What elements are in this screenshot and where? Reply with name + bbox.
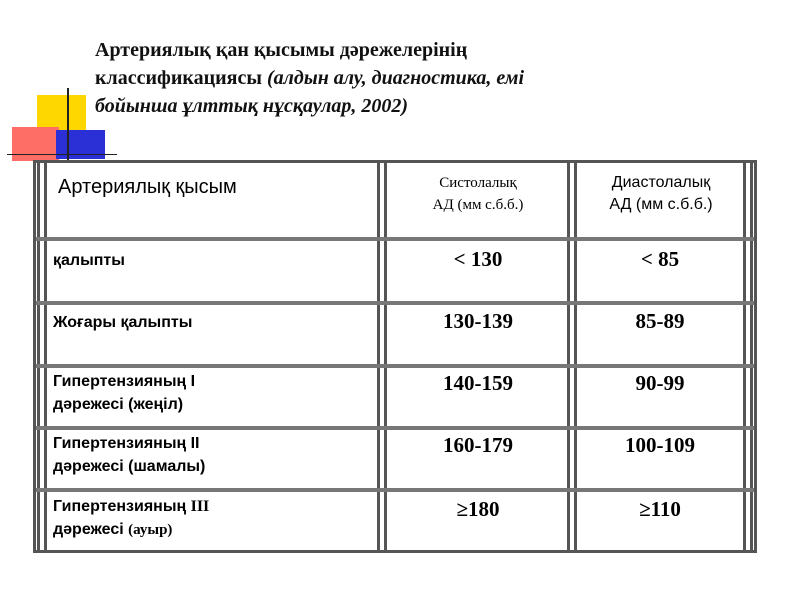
row-grade-3-diastolic: ≥110 [639,497,681,521]
row-grade-2-systolic: 160-179 [443,433,513,457]
table-row-divider [36,364,754,368]
row-label-grade-3-line2-b: (ауыр) [128,522,173,538]
row-label-grade-3-line1-a: Гипертензияның [53,498,191,515]
row-label-grade-3-line2-a: дәрежесі [53,521,129,538]
row-label-grade-1-line1: Гипертензияның І [53,373,196,390]
row-grade-2-diastolic: 100-109 [625,433,695,457]
row-normal-diastolic: < 85 [640,247,680,271]
header-pressure: Артериялық қысым [58,176,237,198]
header-systolic-line2: АД (мм с.б.б.) [432,197,524,213]
header-systolic [388,172,568,216]
row-high-normal-diastolic: 85-89 [635,309,685,333]
row-label-grade-3 [53,495,209,542]
title-line-1: Артериялық қан қысымы дәрежелерінің [95,39,468,61]
row-label-grade-3-line1 [53,495,209,518]
row-label-grade-3-line2 [53,518,209,542]
title-line-2-italic: (алдын алу, диагностика, емі [261,67,525,89]
classification-table [33,160,757,553]
row-label-normal: қалыпты [53,252,125,269]
row-grade-3-systolic: ≥180 [456,497,500,521]
row-label-high-normal: Жоғары қалыпты [53,314,193,331]
decor-red-square [12,127,59,161]
row-normal-systolic: < 130 [453,247,503,271]
header-diastolic [576,172,746,216]
slide-title [95,36,715,120]
header-diastolic-line1: Диастолалық [611,174,711,191]
row-grade-1-diastolic: 90-99 [635,371,685,395]
title-line-2 [95,64,715,92]
title-line-2-bold: классификациясы [95,67,262,89]
row-high-normal-systolic: 130-139 [443,309,513,333]
row-label-grade-1-line2: дәрежесі (жеңіл) [53,396,184,413]
table-row-divider [36,237,754,241]
title-line-3: бойынша ұлттық нұсқаулар, 2002) [95,95,408,117]
row-label-grade-2-line2: дәрежесі (шамалы) [53,458,206,475]
row-grade-1-systolic: 140-159 [443,371,513,395]
header-systolic-line1: Систолалық [439,175,517,191]
row-label-grade-2 [53,432,205,478]
decor-horizontal-line [7,154,117,155]
table-row-divider [36,301,754,305]
header-diastolic-line2: АД (мм с.б.б.) [609,196,713,213]
row-label-grade-1 [53,370,195,416]
table-row-divider [36,488,754,492]
row-label-grade-2-line1: Гипертензияның ІІ [53,435,200,452]
row-label-grade-3-line1-b: III [190,498,210,515]
table-row-divider [36,426,754,430]
